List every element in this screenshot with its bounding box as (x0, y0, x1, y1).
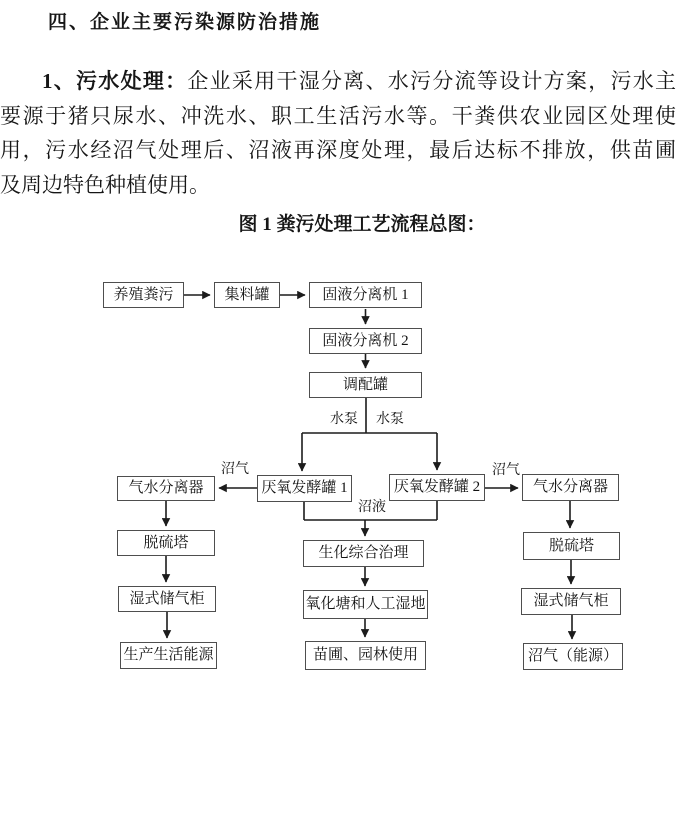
edge-label-pump-left: 水泵 (330, 412, 358, 427)
flow-node-nursery-garden-use: 苗圃、园林使用 (305, 641, 426, 670)
flow-node-anaerobic-fermenter-1: 厌氧发酵罐 1 (257, 475, 352, 502)
edge-label-biogas-left: 沼气 (221, 462, 249, 477)
flow-node-wet-gas-holder-left: 湿式储气柜 (118, 586, 216, 612)
paragraph-text: 企业采用干湿分离、水污分流等设计方案，污水主 (187, 69, 676, 93)
flow-node-collection-tank: 集料罐 (214, 282, 280, 308)
flow-node-breeding-manure: 养殖粪污 (103, 282, 184, 308)
flow-node-solid-liquid-separator-1: 固液分离机 1 (309, 282, 422, 308)
edge-label-pump-right: 水泵 (376, 412, 404, 427)
flow-node-wet-gas-holder-right: 湿式储气柜 (521, 588, 621, 615)
flow-node-anaerobic-fermenter-2: 厌氧发酵罐 2 (389, 474, 485, 501)
paragraph-line: 要源于猪只尿水、冲洗水、职工生活污水等。干粪供农业园区处理使 (0, 103, 676, 128)
edge-label-biogas-right: 沼气 (492, 463, 520, 478)
flow-node-gas-water-separator-left: 气水分离器 (117, 476, 215, 501)
flow-node-solid-liquid-separator-2: 固液分离机 2 (309, 328, 422, 354)
edge-label-slurry: 沼液 (358, 500, 386, 515)
flow-node-desulfurization-tower-left: 脱硫塔 (117, 530, 215, 556)
flow-node-blending-tank: 调配罐 (309, 372, 422, 398)
section-heading: 四、企业主要污染源防治措施 (48, 12, 322, 33)
paragraph-lead-bold: 1、污水处理： (42, 69, 188, 93)
paragraph-line: 及周边特色种植使用。 (0, 172, 210, 197)
paragraph-line: 用，污水经沼气处理后、沼液再深度处理，最后达标不排放，供苗圃 (0, 138, 676, 162)
flow-node-biogas-energy: 沼气（能源） (523, 643, 623, 670)
flow-node-desulfurization-tower-right: 脱硫塔 (523, 532, 620, 560)
flow-node-production-living-energy: 生产生活能源 (120, 642, 217, 669)
flow-node-oxidation-pond-wetland: 氧化塘和人工湿地 (303, 590, 428, 619)
flow-node-gas-water-separator-right: 气水分离器 (522, 474, 619, 501)
line-blending-pump-split (302, 398, 437, 433)
figure-caption: 图 1 粪污处理工艺流程总图： (238, 214, 486, 235)
flow-node-biochemical-treatment: 生化综合治理 (303, 540, 424, 567)
